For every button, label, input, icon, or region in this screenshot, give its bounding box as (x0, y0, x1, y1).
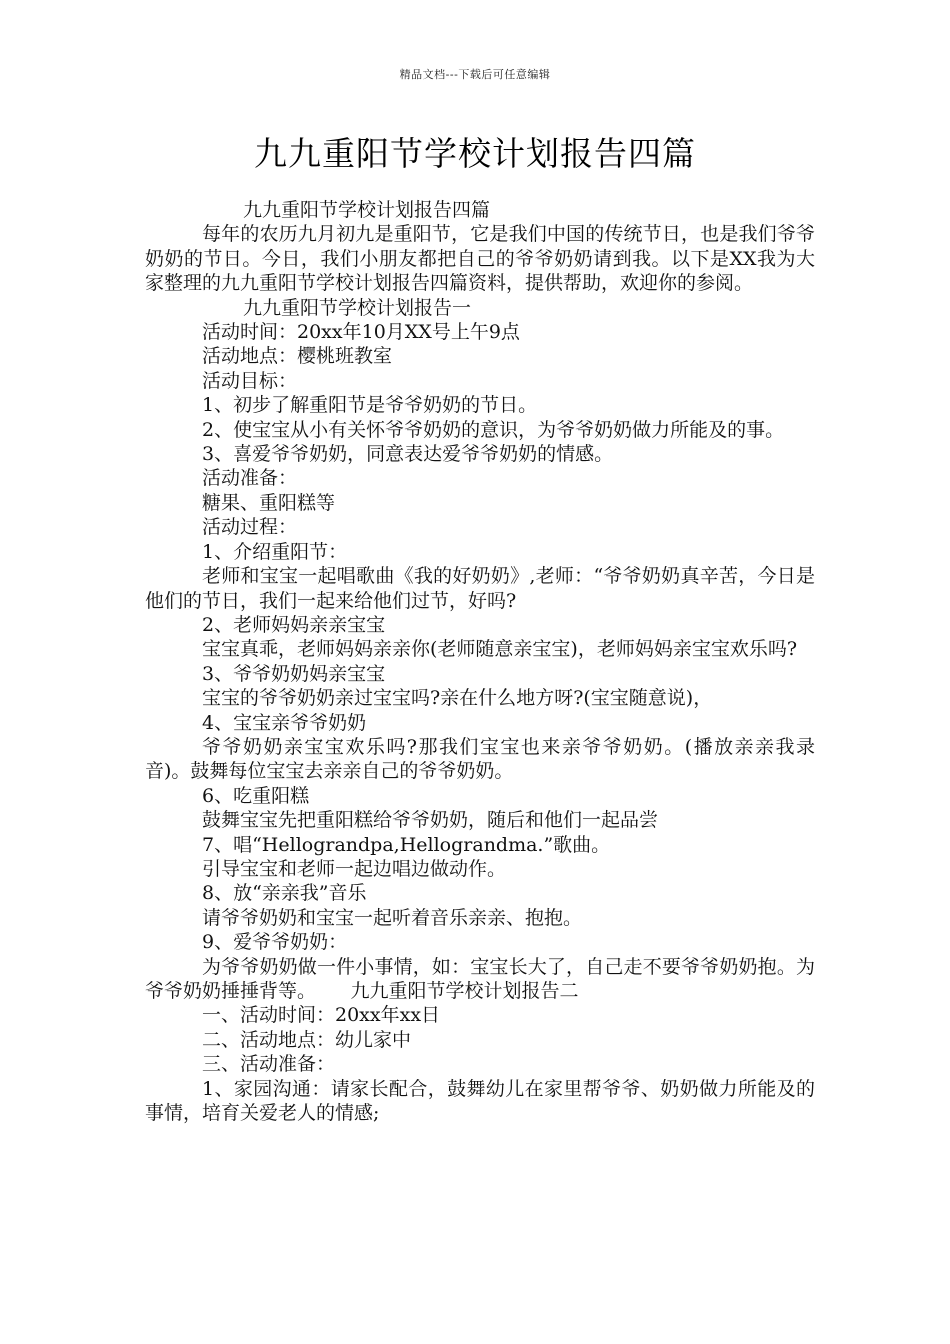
paragraph: 九九重阳节学校计划报告四篇 (243, 199, 491, 221)
paragraph: 活动准备： (202, 467, 298, 490)
paragraph: 宝宝真乖，老师妈妈亲亲你(老师随意亲宝宝)，老师妈妈亲宝宝欢乐吗? (202, 638, 798, 661)
paragraph: 2、使宝宝从小有关怀爷爷奶奶的意识，为爷爷奶奶做力所能及的事。 (202, 418, 785, 441)
paragraph: 宝宝的爷爷奶奶亲过宝宝吗?亲在什么地方呀?(宝宝随意说)， (202, 687, 713, 710)
paragraph: 3、爷爷奶奶妈亲宝宝 (202, 662, 386, 685)
paragraph: 2、老师妈妈亲亲宝宝 (202, 613, 386, 636)
document-body (145, 198, 815, 1125)
paragraph: 为爷爷奶奶做一件小事情，如：宝宝长大了，自己走不要爷爷奶奶抱。为爷爷奶奶捶捶背等。 九九重阳节学校计划报告二 (145, 955, 815, 1002)
paragraph: 1、介绍重阳节： (202, 540, 348, 563)
paragraph: 引导宝宝和老师一起边唱边做动作。 (202, 857, 507, 880)
paragraph: 活动目标： (202, 369, 298, 392)
paragraph: 每年的农历九月初九是重阳节，它是我们中国的传统节日，也是我们爷爷奶奶的节日。今日，我们小朋友都把自己的爷爷奶奶请到我。以下是XX我为大家整理的九九重阳节学校计划报告四篇资料，提供帮助，欢迎你的参阅。 (145, 223, 815, 295)
paragraph: 活动过程： (202, 516, 298, 539)
paragraph: 爷爷奶奶亲宝宝欢乐吗?那我们宝宝也来亲爷爷奶奶。(播放亲亲我录音)。鼓舞每位宝宝去亲亲自己的爷爷奶奶。 (145, 735, 815, 783)
paragraph: 三、活动准备： (202, 1053, 336, 1076)
page-header-note: 精品文档---下载后可任意编辑 (399, 68, 551, 81)
paragraph: 鼓舞宝宝先把重阳糕给爷爷奶奶，随后和他们一起品尝 (202, 809, 659, 832)
paragraph: 7、唱“Hellograndpa,Hellograndma.”歌曲。 (202, 833, 611, 856)
paragraph: 3、喜爱爷爷奶奶，同意表达爱爷爷奶奶的情感。 (202, 443, 614, 466)
paragraph: 活动时间：20xx年10月XX号上午9点 (202, 321, 520, 344)
paragraph: 9、爱爷爷奶奶： (202, 931, 348, 954)
paragraph: 8、放“亲亲我”音乐 (202, 882, 367, 905)
document-title: 九九重阳节学校计划报告四篇 (254, 134, 696, 173)
paragraph: 老师和宝宝一起唱歌曲《我的好奶奶》,老师：“爷爷奶奶真辛苦，今日是他们的节日，我们一起来给他们过节，好吗? (145, 565, 815, 612)
paragraph: 九九重阳节学校计划报告一 (243, 296, 472, 319)
paragraph: 请爷爷奶奶和宝宝一起听着音乐亲亲、抱抱。 (202, 906, 583, 929)
paragraph: 6、吃重阳糕 (202, 784, 310, 807)
paragraph: 1、初步了解重阳节是爷爷奶奶的节日。 (202, 394, 538, 417)
paragraph: 活动地点：樱桃班教室 (202, 345, 393, 368)
paragraph: 糖果、重阳糕等 (202, 491, 336, 514)
paragraph: 4、宝宝亲爷爷奶奶 (202, 711, 367, 734)
paragraph: 1、家园沟通：请家长配合，鼓舞幼儿在家里帮爷爷、奶奶做力所能及的事情，培育关爱老人的情感; (145, 1077, 815, 1125)
paragraph: 一、活动时间：20xx年xx日 (202, 1004, 441, 1027)
paragraph: 二、活动地点：幼儿家中 (202, 1028, 412, 1051)
